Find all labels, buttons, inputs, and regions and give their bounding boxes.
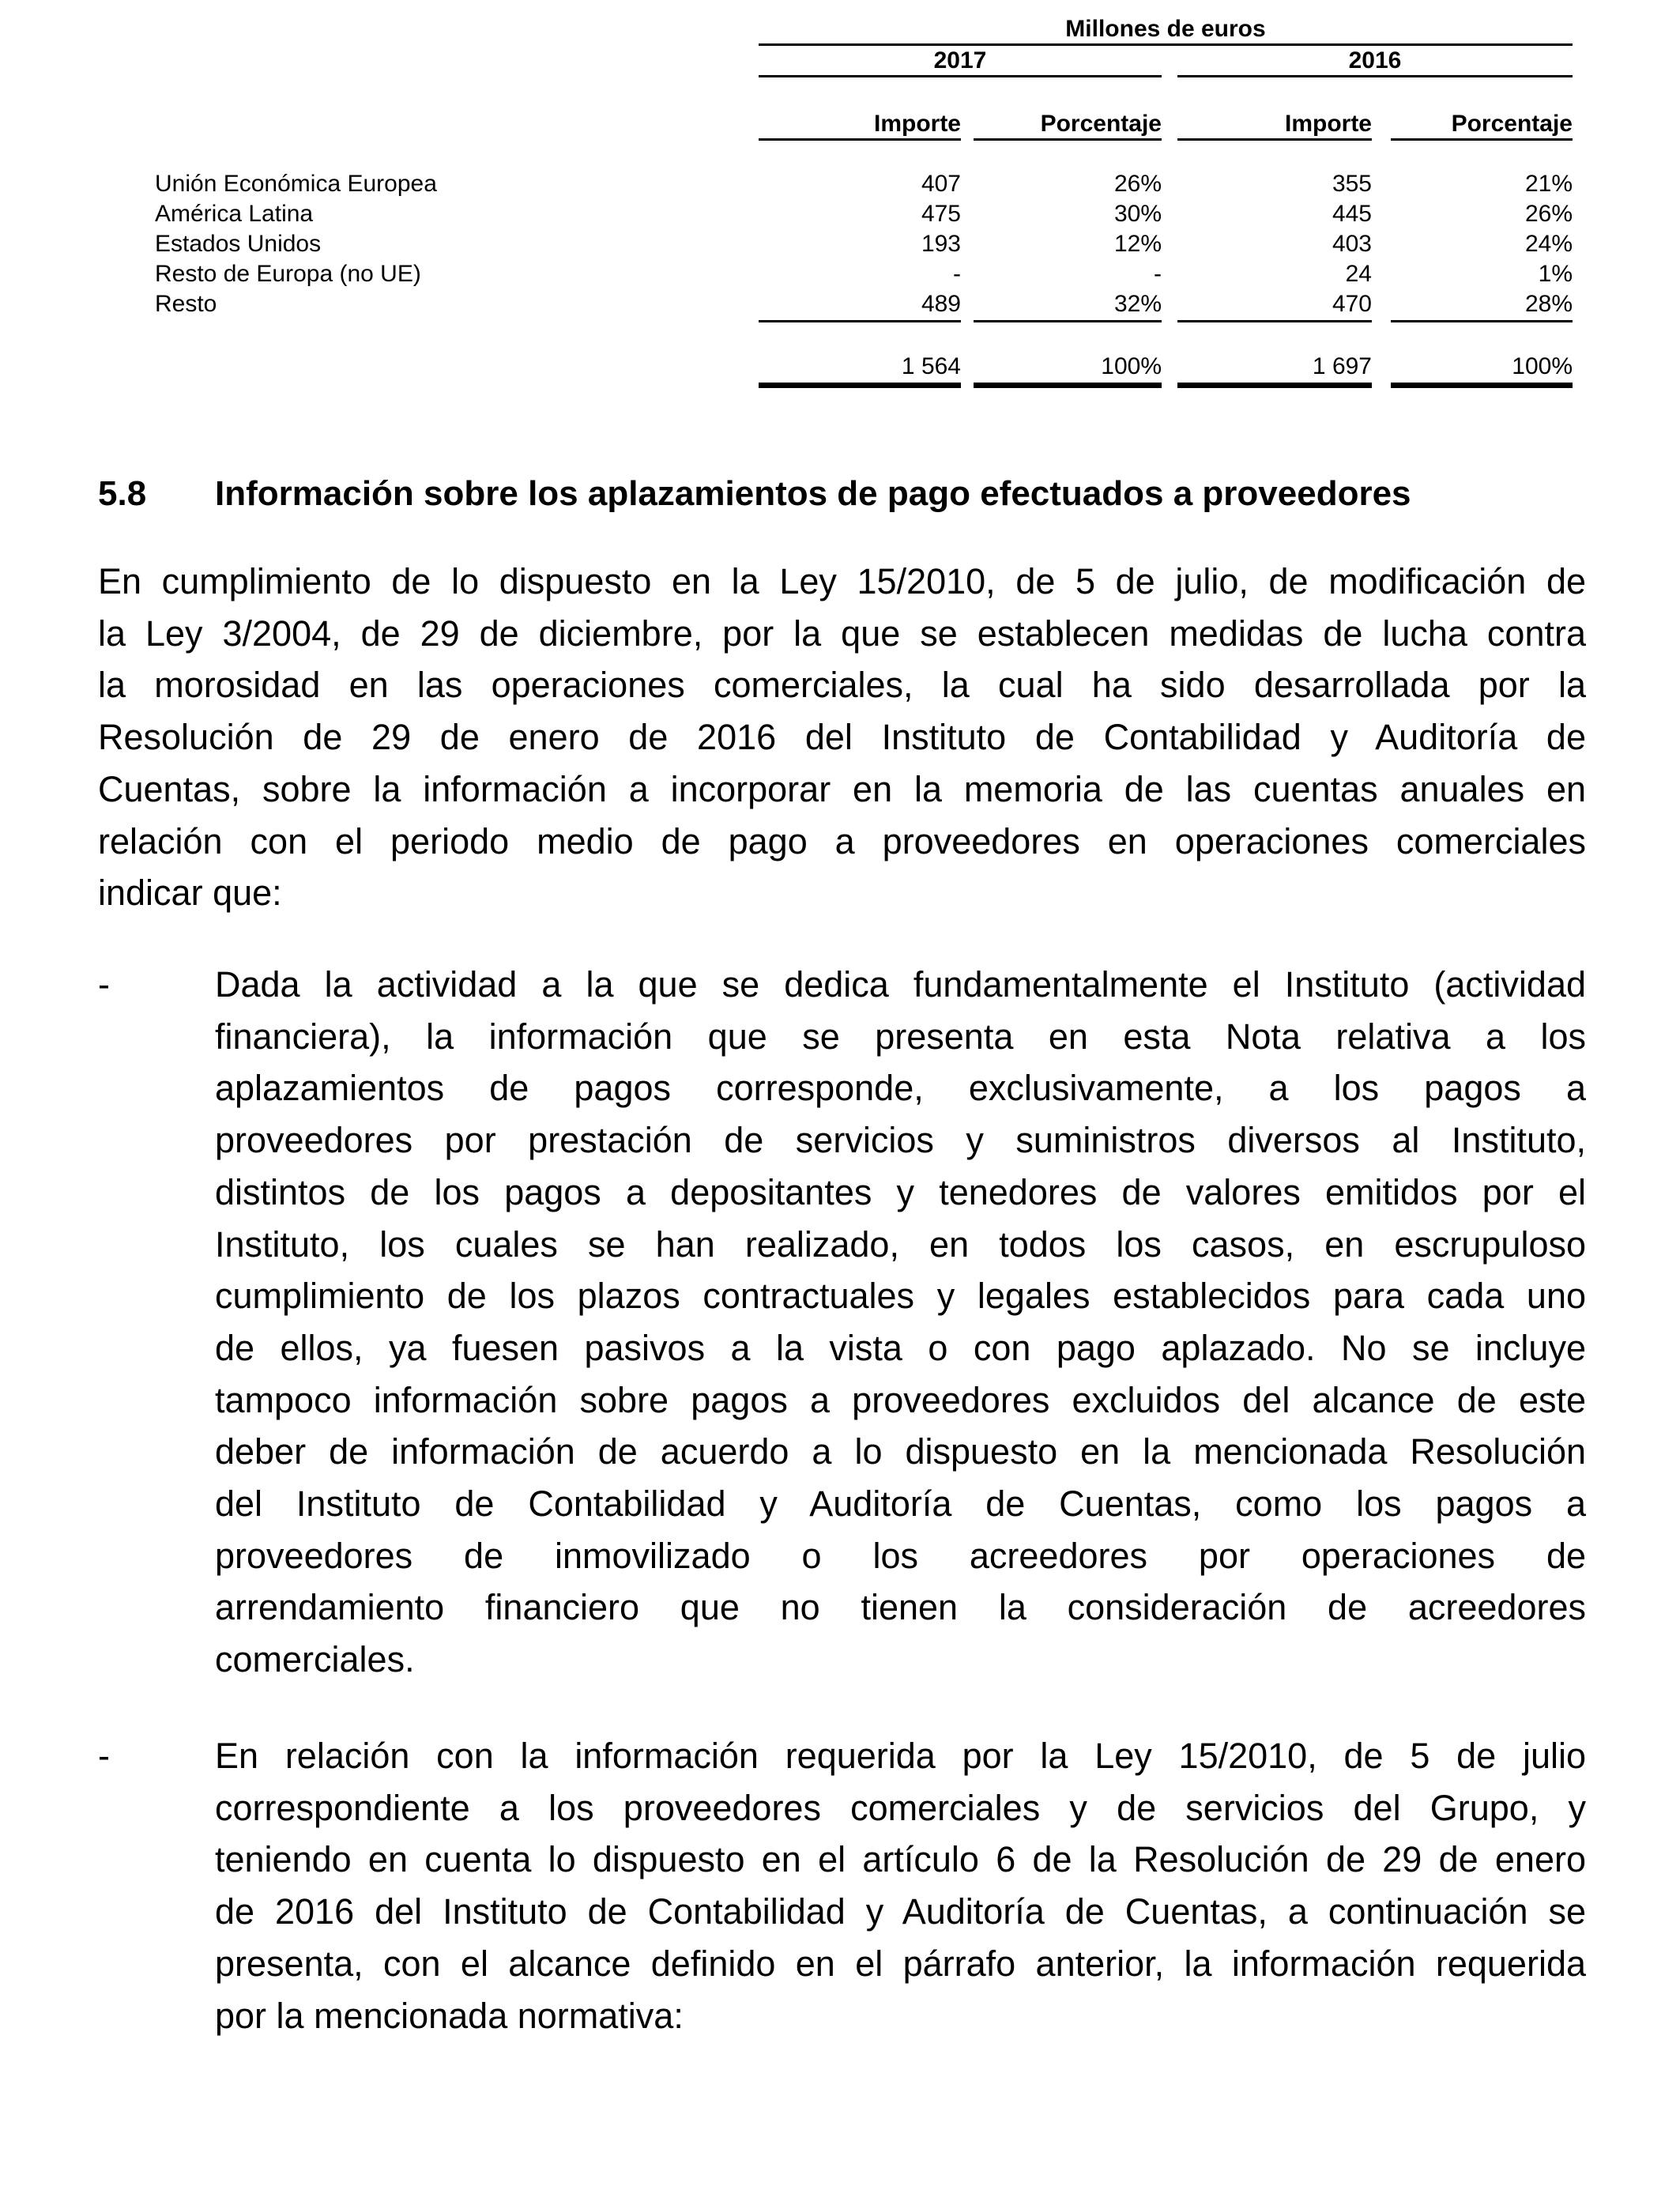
bullet-text	[215, 959, 1586, 1686]
row-label: Resto	[155, 291, 217, 317]
cell: 489	[921, 291, 961, 317]
subtotal-rule	[1177, 320, 1372, 322]
col-rule	[974, 138, 1162, 141]
year-header-2017: 2017	[933, 47, 987, 74]
col-header-importe-2016: Importe	[1284, 111, 1372, 137]
year-rule-2016	[1177, 75, 1573, 77]
col-rule	[1177, 138, 1372, 141]
cell: 403	[1332, 231, 1372, 257]
paragraph-line: indicar que:	[98, 873, 282, 914]
paragraph-line: comerciales.	[215, 1639, 415, 1680]
total-importe-2017: 1 564	[901, 353, 961, 379]
cell: 26%	[1524, 201, 1573, 227]
total-double-rule	[974, 383, 1162, 388]
col-header-porcentaje-2016: Porcentaje	[1451, 111, 1573, 137]
paragraph-line: proveedores de inmovilizado o los acreedores por operaciones de	[215, 1535, 1586, 1576]
subtotal-rule	[974, 320, 1162, 322]
paragraph-line: Dada la actividad a la que se dedica fundamentalmente el Instituto (actividad	[215, 964, 1586, 1005]
paragraph-line: cumplimiento de los plazos contractuales y legales establecidos para cada uno	[215, 1276, 1586, 1317]
cell: 475	[921, 201, 961, 227]
cell: 28%	[1524, 291, 1573, 317]
col-rule	[759, 138, 961, 141]
section-title: Información sobre los aplazamientos de pago efectuados a proveedores	[215, 474, 1411, 513]
cell: 21%	[1524, 171, 1573, 197]
total-importe-2016: 1 697	[1312, 353, 1372, 379]
paragraph-line: la Ley 3/2004, de 29 de diciembre, por la que se establecen medidas de lucha contra	[98, 613, 1586, 654]
cell: 355	[1332, 171, 1372, 197]
paragraph-line: arrendamiento financiero que no tienen la consideración de acreedores	[215, 1587, 1586, 1628]
section-number: 5.8	[98, 474, 147, 513]
paragraph-line: del Instituto de Contabilidad y Auditoría de Cuentas, como los pagos a	[215, 1483, 1586, 1525]
cell: 32%	[1113, 291, 1162, 317]
paragraph-line: presenta, con el alcance definido en el párrafo anterior, la información requerida	[215, 1943, 1586, 1984]
row-label: Unión Económica Europea	[155, 171, 437, 197]
subtotal-rule	[759, 320, 961, 322]
year-rule-2017	[759, 75, 1162, 77]
cell: 12%	[1113, 231, 1162, 257]
paragraph-line: En relación con la información requerida por la Ley 15/2010, de 5 de julio	[215, 1736, 1586, 1776]
paragraph-line: correspondiente a los proveedores comerciales y de servicios del Grupo, y	[215, 1787, 1586, 1828]
bullet-marker: -	[98, 964, 110, 1005]
section-heading	[98, 472, 1599, 516]
paragraph-line: distintos de los pagos a depositantes y tenedores de valores emitidos por el	[215, 1171, 1586, 1212]
paragraph-line: proveedores por prestación de servicios y suministros diversos al Instituto,	[215, 1120, 1586, 1161]
table-unit-header: Millones de euros	[1065, 16, 1266, 42]
cell: 24	[1345, 261, 1372, 287]
paragraph-line: relación con el periodo medio de pago a proveedores en operaciones comerciales	[98, 820, 1586, 861]
row-label: Resto de Europa (no UE)	[155, 261, 421, 287]
cell: 26%	[1113, 171, 1162, 197]
paragraph-line: Cuentas, sobre la información a incorporar en la memoria de las cuentas anuales en	[98, 768, 1586, 809]
paragraph-line: la morosidad en las operaciones comerciales, la cual ha sido desarrollada por la	[98, 665, 1586, 706]
cell: 407	[921, 171, 961, 197]
row-label: América Latina	[155, 201, 314, 227]
total-double-rule	[759, 383, 961, 388]
header-rule	[759, 43, 1573, 46]
col-header-importe-2017: Importe	[873, 111, 961, 137]
cell: 30%	[1113, 201, 1162, 227]
col-rule	[1391, 138, 1573, 141]
cell: 24%	[1524, 231, 1573, 257]
cell: 193	[921, 231, 961, 257]
year-header-2016: 2016	[1348, 47, 1402, 74]
total-porcentaje-2016: 100%	[1512, 353, 1573, 379]
bullet-marker: -	[98, 1736, 110, 1776]
col-header-porcentaje-2017: Porcentaje	[1040, 111, 1162, 137]
paragraph-line: deber de información de acuerdo a lo dispuesto en la mencionada Resolución	[215, 1431, 1586, 1472]
paragraph-line: por la mencionada normativa:	[215, 1995, 684, 2036]
paragraph-line: aplazamientos de pagos corresponde, exclusivamente, a los pagos a	[215, 1068, 1586, 1109]
paragraph-line: teniendo en cuenta lo dispuesto en el artículo 6 de la Resolución de 29 de enero	[215, 1839, 1586, 1880]
cell: 445	[1332, 201, 1372, 227]
row-label: Estados Unidos	[155, 231, 322, 257]
paragraph-line: Resolución de 29 de enero de 2016 del Instituto de Contabilidad y Auditoría de	[98, 717, 1586, 758]
subtotal-rule	[1391, 320, 1573, 322]
paragraph-line: tampoco información sobre pagos a proveedores excluidos del alcance de este	[215, 1379, 1586, 1420]
cell: -	[953, 261, 961, 287]
paragraph-line: de 2016 del Instituto de Contabilidad y Auditoría de Cuentas, a continuación se	[215, 1891, 1586, 1932]
paragraph-line: financiera), la información que se presenta en esta Nota relativa a los	[215, 1016, 1586, 1057]
cell: 1%	[1538, 261, 1573, 287]
intro-paragraph	[98, 556, 1586, 919]
total-double-rule	[1177, 383, 1372, 388]
paragraph-line: de ellos, ya fuesen pasivos a la vista o con pago aplazado. No se incluye	[215, 1327, 1586, 1368]
paragraph-line: Instituto, los cuales se han realizado, en todos los casos, en escrupuloso	[215, 1223, 1586, 1265]
total-double-rule	[1391, 383, 1573, 388]
cell: -	[1154, 261, 1162, 287]
regional-breakdown-table	[0, 0, 1680, 411]
paragraph-line: En cumplimiento de lo dispuesto en la Ley 15/2010, de 5 de julio, de modificación de	[98, 561, 1586, 601]
total-porcentaje-2017: 100%	[1101, 353, 1162, 379]
bullet-text	[215, 1730, 1586, 2041]
cell: 470	[1332, 291, 1372, 317]
